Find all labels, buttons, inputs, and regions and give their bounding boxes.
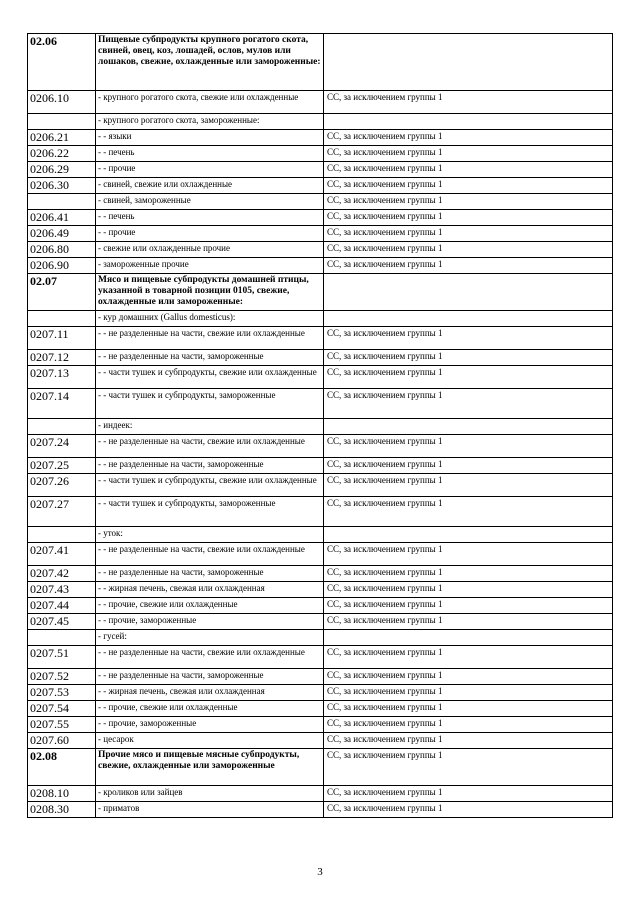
hs-code-cell — [28, 630, 96, 646]
description-cell: Прочие мясо и пищевые мясные субпродукты, свежие, охлажденные или замороженные — [96, 749, 324, 786]
table-row — [28, 497, 613, 527]
description-cell: Пищевые субпродукты крупного рогатого скота, свиней, овец, коз, лошадей, ослов, мулов или лошаков, свежие, охлажденные или замороженные: — [96, 34, 324, 91]
table-row — [28, 435, 613, 458]
hs-code-cell: 0207.43 — [28, 582, 96, 598]
table-row — [28, 91, 613, 114]
description-cell: - цесарок — [96, 733, 324, 749]
description-cell: - приматов — [96, 802, 324, 818]
table-row — [28, 419, 613, 435]
origin-rule-cell: СС, за исключением группы 1 — [324, 327, 613, 350]
hs-code-cell: 0207.44 — [28, 598, 96, 614]
table-row — [28, 258, 613, 274]
hs-code-cell — [28, 114, 96, 130]
description-cell: - кур домашних (Gallus domesticus): — [96, 311, 324, 327]
origin-rule-cell — [324, 34, 613, 91]
hs-code-cell: 0207.52 — [28, 669, 96, 685]
origin-rule-cell: СС, за исключением группы 1 — [324, 242, 613, 258]
description-cell: - - части тушек и субпродукты, замороженные — [96, 389, 324, 419]
description-cell: - свежие или охлажденные прочие — [96, 242, 324, 258]
description-cell: - - части тушек и субпродукты, свежие или охлажденные — [96, 366, 324, 389]
description-cell: - свиней, замороженные — [96, 194, 324, 210]
description-cell: - - языки — [96, 130, 324, 146]
hs-code-cell: 0207.54 — [28, 701, 96, 717]
origin-rule-cell — [324, 311, 613, 327]
hs-code-cell: 0207.41 — [28, 543, 96, 566]
description-cell: Мясо и пищевые субпродукты домашней птицы, указанной в товарной позиции 0105, свежие, охлажденные или замороженные: — [96, 274, 324, 311]
heading-row — [28, 274, 613, 311]
description-cell: - - не разделенные на части, замороженные — [96, 350, 324, 366]
origin-rule-cell: СС, за исключением группы 1 — [324, 646, 613, 669]
origin-rule-cell: СС, за исключением группы 1 — [324, 146, 613, 162]
hs-code-cell: 0207.60 — [28, 733, 96, 749]
origin-rule-cell: СС, за исключением группы 1 — [324, 474, 613, 497]
description-cell: - - не разделенные на части, свежие или охлажденные — [96, 543, 324, 566]
table-row — [28, 474, 613, 497]
origin-rule-cell: СС, за исключением группы 1 — [324, 130, 613, 146]
description-cell: - - не разделенные на части, свежие или охлажденные — [96, 435, 324, 458]
origin-rule-cell: СС, за исключением группы 1 — [324, 749, 613, 786]
table-row — [28, 582, 613, 598]
table-row — [28, 350, 613, 366]
hs-code-cell: 0206.49 — [28, 226, 96, 242]
origin-rule-cell: СС, за исключением группы 1 — [324, 566, 613, 582]
origin-rule-cell — [324, 274, 613, 311]
table-row — [28, 146, 613, 162]
page-number: 3 — [317, 866, 323, 878]
table-row — [28, 733, 613, 749]
tariff-table-body — [28, 34, 613, 818]
origin-rule-cell: СС, за исключением группы 1 — [324, 226, 613, 242]
hs-code-cell: 02.07 — [28, 274, 96, 311]
hs-code-cell: 0206.41 — [28, 210, 96, 226]
hs-code-cell: 0207.25 — [28, 458, 96, 474]
description-cell: - - части тушек и субпродукты, замороженные — [96, 497, 324, 527]
table-row — [28, 598, 613, 614]
origin-rule-cell: СС, за исключением группы 1 — [324, 614, 613, 630]
origin-rule-cell: СС, за исключением группы 1 — [324, 389, 613, 419]
description-cell: - крупного рогатого скота, свежие или охлажденные — [96, 91, 324, 114]
origin-rule-cell: СС, за исключением группы 1 — [324, 162, 613, 178]
hs-code-cell — [28, 311, 96, 327]
description-cell: - замороженные прочие — [96, 258, 324, 274]
description-cell: - индеек: — [96, 419, 324, 435]
description-cell: - - не разделенные на части, замороженные — [96, 566, 324, 582]
origin-rule-cell: СС, за исключением группы 1 — [324, 733, 613, 749]
origin-rule-cell: СС, за исключением группы 1 — [324, 669, 613, 685]
table-row — [28, 717, 613, 733]
origin-rule-cell: СС, за исключением группы 1 — [324, 178, 613, 194]
hs-code-cell: 0206.30 — [28, 178, 96, 194]
origin-rule-cell: СС, за исключением группы 1 — [324, 598, 613, 614]
hs-code-cell: 0207.14 — [28, 389, 96, 419]
heading-row — [28, 749, 613, 786]
origin-rule-cell: СС, за исключением группы 1 — [324, 458, 613, 474]
hs-code-cell: 0207.53 — [28, 685, 96, 701]
description-cell: - - прочие, свежие или охлажденные — [96, 598, 324, 614]
table-row — [28, 669, 613, 685]
table-row — [28, 630, 613, 646]
description-cell: - - не разделенные на части, свежие или охлажденные — [96, 646, 324, 669]
origin-rule-cell: СС, за исключением группы 1 — [324, 366, 613, 389]
description-cell: - - прочие, замороженные — [96, 614, 324, 630]
table-row — [28, 802, 613, 818]
table-row — [28, 210, 613, 226]
description-cell: - - не разделенные на части, замороженные — [96, 458, 324, 474]
table-row — [28, 114, 613, 130]
hs-code-cell: 0206.10 — [28, 91, 96, 114]
table-row — [28, 327, 613, 350]
origin-rule-cell: СС, за исключением группы 1 — [324, 582, 613, 598]
hs-code-cell: 0208.30 — [28, 802, 96, 818]
table-row — [28, 242, 613, 258]
description-cell: - - не разделенные на части, свежие или охлажденные — [96, 327, 324, 350]
origin-rule-cell — [324, 114, 613, 130]
hs-code-cell: 02.08 — [28, 749, 96, 786]
description-cell: - - не разделенные на части, замороженные — [96, 669, 324, 685]
table-row — [28, 646, 613, 669]
hs-code-cell — [28, 419, 96, 435]
table-row — [28, 194, 613, 210]
origin-rule-cell — [324, 527, 613, 543]
table-row — [28, 389, 613, 419]
description-cell: - - прочие — [96, 162, 324, 178]
hs-code-cell — [28, 194, 96, 210]
table-row — [28, 685, 613, 701]
table-row — [28, 786, 613, 802]
origin-rule-cell: СС, за исключением группы 1 — [324, 210, 613, 226]
hs-code-cell: 0206.80 — [28, 242, 96, 258]
origin-rule-cell: СС, за исключением группы 1 — [324, 194, 613, 210]
origin-rule-cell: СС, за исключением группы 1 — [324, 802, 613, 818]
hs-code-cell: 0207.12 — [28, 350, 96, 366]
description-cell: - гусей: — [96, 630, 324, 646]
origin-rule-cell: СС, за исключением группы 1 — [324, 701, 613, 717]
description-cell: - крупного рогатого скота, замороженные: — [96, 114, 324, 130]
description-cell: - - жирная печень, свежая или охлажденная — [96, 582, 324, 598]
description-cell: - кроликов или зайцев — [96, 786, 324, 802]
hs-code-cell: 0206.21 — [28, 130, 96, 146]
hs-code-cell: 0208.10 — [28, 786, 96, 802]
hs-code-cell: 02.06 — [28, 34, 96, 91]
description-cell: - - печень — [96, 210, 324, 226]
description-cell: - - прочие — [96, 226, 324, 242]
table-row — [28, 178, 613, 194]
table-row — [28, 130, 613, 146]
origin-rule-cell: СС, за исключением группы 1 — [324, 543, 613, 566]
origin-rule-cell: СС, за исключением группы 1 — [324, 91, 613, 114]
table-row — [28, 527, 613, 543]
origin-rule-cell: СС, за исключением группы 1 — [324, 497, 613, 527]
hs-code-cell: 0206.22 — [28, 146, 96, 162]
origin-rule-cell: СС, за исключением группы 1 — [324, 350, 613, 366]
table-row — [28, 701, 613, 717]
table-row — [28, 614, 613, 630]
hs-code-cell: 0206.90 — [28, 258, 96, 274]
hs-code-cell: 0207.24 — [28, 435, 96, 458]
description-cell: - - части тушек и субпродукты, свежие или охлажденные — [96, 474, 324, 497]
hs-code-cell: 0207.26 — [28, 474, 96, 497]
origin-rule-cell: СС, за исключением группы 1 — [324, 717, 613, 733]
description-cell: - свиней, свежие или охлажденные — [96, 178, 324, 194]
hs-code-cell — [28, 527, 96, 543]
table-row — [28, 366, 613, 389]
hs-code-cell: 0207.55 — [28, 717, 96, 733]
description-cell: - - прочие, замороженные — [96, 717, 324, 733]
origin-rule-cell: СС, за исключением группы 1 — [324, 258, 613, 274]
heading-row — [28, 34, 613, 91]
hs-code-cell: 0207.51 — [28, 646, 96, 669]
origin-rule-cell — [324, 419, 613, 435]
description-cell: - - жирная печень, свежая или охлажденная — [96, 685, 324, 701]
tariff-table — [27, 33, 613, 818]
hs-code-cell: 0207.45 — [28, 614, 96, 630]
hs-code-cell: 0207.13 — [28, 366, 96, 389]
origin-rule-cell — [324, 630, 613, 646]
origin-rule-cell: СС, за исключением группы 1 — [324, 786, 613, 802]
description-cell: - уток: — [96, 527, 324, 543]
table-row — [28, 311, 613, 327]
table-row — [28, 162, 613, 178]
origin-rule-cell: СС, за исключением группы 1 — [324, 685, 613, 701]
table-row — [28, 226, 613, 242]
hs-code-cell: 0207.11 — [28, 327, 96, 350]
table-row — [28, 543, 613, 566]
hs-code-cell: 0207.42 — [28, 566, 96, 582]
hs-code-cell: 0206.29 — [28, 162, 96, 178]
description-cell: - - печень — [96, 146, 324, 162]
table-row — [28, 566, 613, 582]
description-cell: - - прочие, свежие или охлажденные — [96, 701, 324, 717]
origin-rule-cell: СС, за исключением группы 1 — [324, 435, 613, 458]
table-row — [28, 458, 613, 474]
hs-code-cell: 0207.27 — [28, 497, 96, 527]
